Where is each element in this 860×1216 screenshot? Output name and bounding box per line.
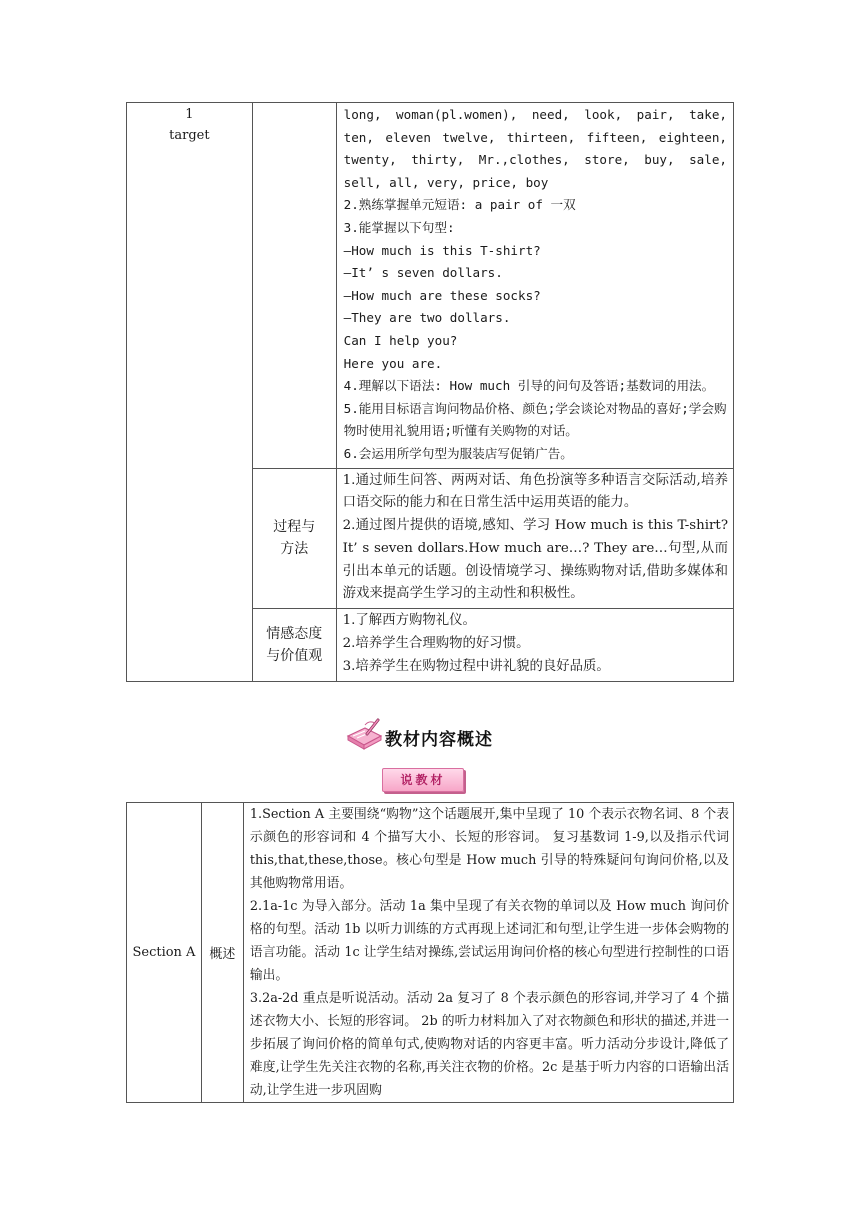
- textbook-tag-label: 说教材: [400, 773, 446, 787]
- process-item: 1.通过师生问答、两两对话、角色扮演等多种语言交际活动,培养口语交际的能力和在日常生活中运用英语的能力。: [342, 472, 728, 511]
- overview-content: [243, 803, 733, 1103]
- row-label-cell: [127, 103, 253, 682]
- textbook-tag: [382, 768, 464, 792]
- objective-item: 6.会运用所学句型为服装店写促销广告。: [343, 445, 573, 461]
- sentence-pattern: Can I help you?: [343, 332, 458, 348]
- process-method-label: 过程与 方法: [252, 468, 336, 609]
- row-label-number: 1: [185, 107, 194, 122]
- sentence-pattern: Here you are.: [343, 355, 443, 371]
- overview-label: 概述: [201, 803, 243, 1103]
- objective-item: 5.能用目标语言询问物品价格、颜色;学会谈论对物品的喜好;学会购物时使用礼貌用语;听懂有关购物的对话。: [343, 400, 727, 439]
- overview-table: [126, 802, 734, 1103]
- emotion-item: 2.培养学生合理购物的好习惯。: [342, 636, 530, 652]
- section-heading: [345, 718, 515, 754]
- emotion-item: 1.了解西方购物礼仪。: [342, 613, 476, 629]
- sentence-pattern: —How much is this T-shirt?: [343, 242, 541, 258]
- overview-paragraph: 1.Section A 主要围绕“购物”这个话题展开,集中呈现了 10 个表示衣物名词、8 个表示颜色的形容词和 4 个描写大小、长短的形容词。 复习基数词 1-9,以及指示代词 this,that,these,those。核心句型是 How much 引导的特殊疑问句询问价格,以及其他购物常用语。: [249, 807, 729, 891]
- process-item: 2.通过图片提供的语境,感知、学习 How much is this T-shirt? It’ s seven dollars.How much are…? They are…句型,从而引出本单元的话题。创设情境学习、操练购物对话,借助多媒体和游戏来提高学生学习的主动性和积极性。: [342, 518, 728, 602]
- section-title: 教材内容概述: [385, 730, 493, 750]
- knowledge-objectives-cell: [336, 103, 733, 469]
- emotion-item: 3.培养学生在购物过程中讲礼貌的良好品质。: [342, 658, 610, 674]
- objectives-table: [126, 102, 734, 682]
- book-pen-icon: [345, 718, 385, 752]
- vocabulary-list: long, woman(pl.women), need, look, pair, take, ten, eleven twelve, thirteen, fifteen, eighteen, twenty, thirty, Mr.,clothes, store, buy, sale, sell, all, very, price, boy: [343, 107, 727, 190]
- row-label-text: target: [169, 128, 210, 143]
- overview-paragraph: 3.2a-2d 重点是听说活动。活动 2a 复习了 8 个表示颜色的形容词,并学习了 4 个描述衣物大小、长短的形容词。 2b 的听力材料加入了对衣物颜色和形状的描述,并进一步拓展了询问价格的简单句式,使购物对话的内容更丰富。听力活动分步设计,降低了难度,让学生先关注衣物的名称,再关注衣物的价格。2c 是基于听力内容的口语输出活动,让学生进一步巩固购: [249, 991, 729, 1098]
- process-method-cell: [336, 468, 733, 609]
- objective-item: 2.熟练掌握单元短语: a pair of 一双: [343, 197, 576, 213]
- objective-item: 4.理解以下语法: How much 引导的问句及答语;基数词的用法。: [343, 378, 715, 394]
- objective-item: 3.能掌握以下句型:: [343, 219, 455, 235]
- sentence-pattern: —How much are these socks?: [343, 287, 541, 303]
- sentence-pattern: —It’ s seven dollars.: [343, 265, 503, 281]
- overview-paragraph: 2.1a-1c 为导入部分。活动 1a 集中呈现了有关衣物的单词以及 How much 询问价格的句型。活动 1b 以听力训练的方式再现上述词汇和句型,让学生进一步体会购物的语言功能。活动 1c 让学生结对操练,尝试运用询问价格的核心句型进行控制性的口语输出。: [249, 899, 729, 983]
- emotion-values-cell: [336, 609, 733, 681]
- empty-sub-label-cell: [252, 103, 336, 469]
- section-label: Section A: [127, 803, 202, 1103]
- emotion-values-label: 情感态度 与价值观: [252, 609, 336, 681]
- sentence-pattern: —They are two dollars.: [343, 310, 511, 326]
